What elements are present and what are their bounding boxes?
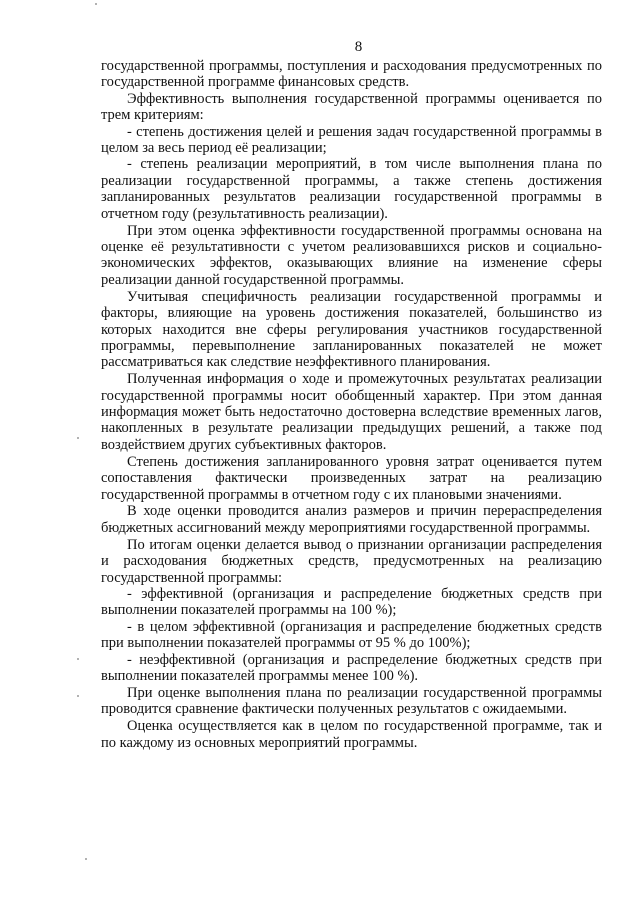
scan-speck: [95, 3, 97, 5]
paragraph: Эффективность выполнения государственной программы оценивается по трем критериям:: [101, 90, 602, 124]
list-item: - в целом эффективной (организация и распределение бюджетных средств при выполнении показателей программы от 95 % до 100%);: [101, 618, 602, 652]
document-body: [101, 58, 602, 751]
scan-speck: [77, 658, 79, 660]
paragraph: При оценке выполнения плана по реализации государственной программы проводится сравнение фактически полученных результатов с ожидаемыми.: [101, 684, 602, 718]
paragraph: Учитывая специфичность реализации государственной программы и факторы, влияющие на уровень достижения показателей, большинство из которых находится вне сферы регулирования участников государственной программы, перевыполнение запланированных показателей не может рассматриваться как следствие неэффективного планирования.: [101, 288, 602, 371]
paragraph: При этом оценка эффективности государственной программы основана на оценке её результативности с учетом реализовавшихся рисков и социально-экономических эффектов, оказывающих влияние на изменение сферы реализации данной государственной программы.: [101, 222, 602, 288]
paragraph: Степень достижения запланированного уровня затрат оценивается путем сопоставления фактически произведенных затрат на реализацию государственной программы в отчетном году с их плановыми значениями.: [101, 453, 602, 503]
list-item: - степень достижения целей и решения задач государственной программы в целом за весь период её реализации;: [101, 123, 602, 157]
paragraph: В ходе оценки проводится анализ размеров и причин перераспределения бюджетных ассигнований между мероприятиями государственной программы.: [101, 503, 602, 536]
list-item: - степень реализации мероприятий, в том числе выполнения плана по реализации государственной программы, а также степень достижения запланированных результатов реализации государственной программы в отчетном году (результативность реализации).: [101, 156, 602, 222]
scan-speck: [77, 695, 79, 697]
paragraph: Оценка осуществляется как в целом по государственной программе, так и по каждому из основных мероприятий программы.: [101, 718, 602, 751]
scan-speck: [85, 858, 87, 860]
paragraph: По итогам оценки делается вывод о признании организации распределения и расходования бюджетных средств, предусмотренных на реализацию государственной программы:: [101, 536, 602, 586]
list-item: - эффективной (организация и распределение бюджетных средств при выполнении показателей программы на 100 %);: [101, 586, 602, 619]
paragraph: Полученная информация о ходе и промежуточных результатах реализации государственной программы носит обобщенный характер. При этом данная информация может быть недостаточно достоверна вследствие временных лагов, накопленных в результате реализации предыдущих решений, а также под воздействием других субъективных факторов.: [101, 371, 602, 453]
list-item: - неэффективной (организация и распределение бюджетных средств при выполнении показателей программы менее 100 %).: [101, 651, 602, 685]
page-number: 8: [354, 39, 363, 55]
paragraph: государственной программы, поступления и расходования предусмотренных по государственной программе финансовых средств.: [101, 58, 602, 91]
scan-speck: [77, 437, 79, 439]
